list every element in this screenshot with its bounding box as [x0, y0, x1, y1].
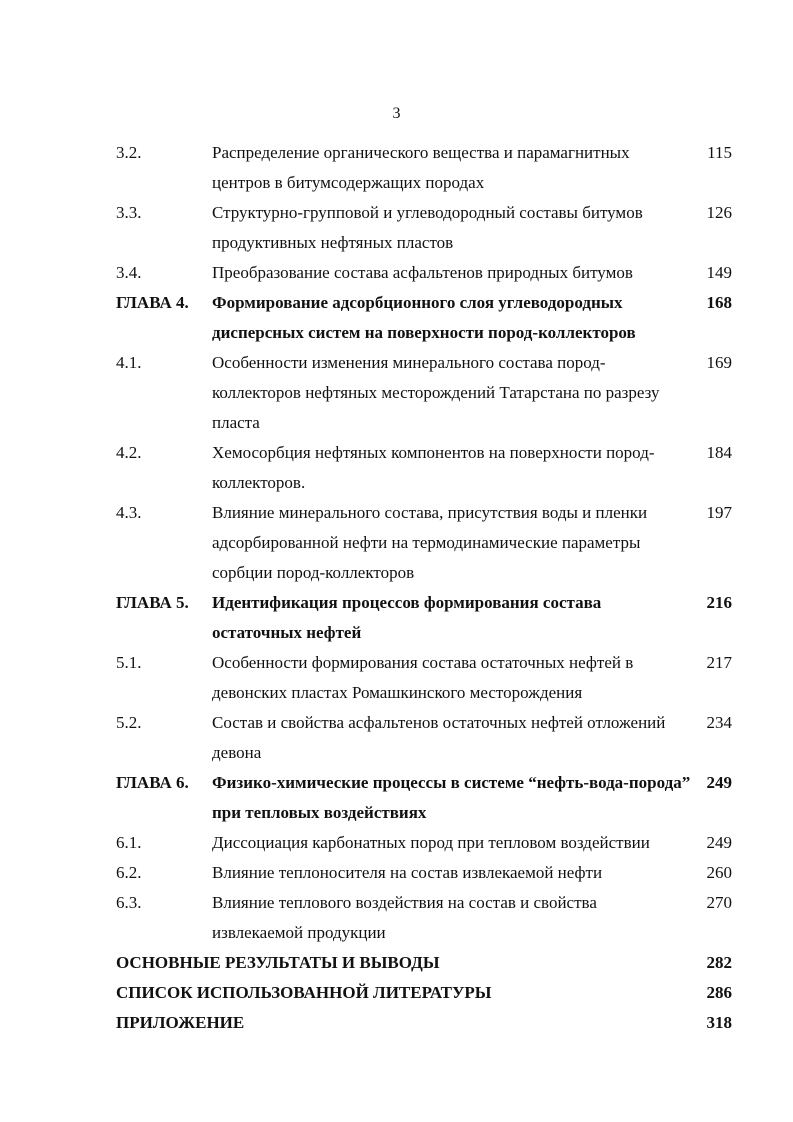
toc-entry-title: Состав и свойства асфальтенов остаточных нефтей отложений девона: [212, 713, 666, 762]
toc-entry: [0, 648, 793, 708]
toc-chapter-number: ГЛАВА 5.: [116, 593, 189, 612]
toc-entry: [0, 348, 793, 438]
toc-entry: [0, 888, 793, 948]
toc-section-title: СПИСОК ИСПОЛЬЗОВАННОЙ ЛИТЕРАТУРЫ: [116, 983, 492, 1002]
toc-entry-page: 184: [706, 443, 732, 462]
toc-entry-page: 249: [706, 833, 732, 852]
toc-section-entry: [0, 1008, 793, 1038]
toc-entry: [0, 498, 793, 588]
toc-entry-title: Структурно-групповой и углеводородный составы битумов продуктивных нефтяных пластов: [212, 203, 643, 252]
toc-entry-title: Влияние теплового воздействия на состав и свойства извлекаемой продукции: [212, 893, 597, 942]
toc-chapter-entry: [0, 288, 793, 348]
toc-entry-number: 3.4.: [116, 263, 142, 282]
toc-entry: [0, 438, 793, 498]
toc-chapter-page: 216: [706, 593, 732, 612]
toc-entry-page: 197: [706, 503, 732, 522]
toc-entry: [0, 198, 793, 258]
toc-entry-number: 6.3.: [116, 893, 142, 912]
toc-entry-page: 234: [706, 713, 732, 732]
toc-entry-title: Особенности изменения минерального состава пород-коллекторов нефтяных месторождений Татарстана по разрезу пласта: [212, 353, 660, 432]
toc-entry-number: 6.2.: [116, 863, 142, 882]
toc-section-page: 282: [706, 953, 732, 972]
toc-section-page: 286: [706, 983, 732, 1002]
toc-entry-title: Распределение органического вещества и парамагнитных центров в битумсодержащих породах: [212, 143, 630, 192]
toc-entry-page: 270: [706, 893, 732, 912]
toc-entry-number: 5.1.: [116, 653, 142, 672]
toc-entry: [0, 258, 793, 288]
toc-entry-number: 4.3.: [116, 503, 142, 522]
toc-chapter-page: 249: [706, 773, 732, 792]
toc-entry-title: Хемосорбция нефтяных компонентов на поверхности пород-коллекторов.: [212, 443, 655, 492]
toc-entry-page: 149: [706, 263, 732, 282]
toc-entry-title: Особенности формирования состава остаточных нефтей в девонских пластах Ромашкинского месторождения: [212, 653, 634, 702]
toc-entry-page: 217: [706, 653, 732, 672]
toc-chapter-title: Формирование адсорбционного слоя углеводородных дисперсных систем на поверхности пород-коллекторов: [212, 293, 636, 342]
toc-entry-number: 3.2.: [116, 143, 142, 162]
toc-entry-page: 169: [706, 353, 732, 372]
toc-chapter-page: 168: [706, 293, 732, 312]
toc-entry-title: Диссоциация карбонатных пород при тепловом воздействии: [212, 833, 650, 852]
toc-entry-number: 4.1.: [116, 353, 142, 372]
toc-entry-title: Влияние минерального состава, присутствия воды и пленки адсорбированной нефти на термодинамические параметры сорбции пород-коллекторов: [212, 503, 648, 582]
toc-entry-number: 3.3.: [116, 203, 142, 222]
toc-chapter-entry: [0, 768, 793, 828]
toc-section-entry: [0, 948, 793, 978]
toc-entry-page: 115: [707, 143, 732, 162]
toc-chapter-title: Физико-химические процессы в системе “нефть-вода-порода” при тепловых воздействиях: [212, 773, 691, 822]
toc-section-title: ОСНОВНЫЕ РЕЗУЛЬТАТЫ И ВЫВОДЫ: [116, 953, 440, 972]
table-of-contents: [0, 138, 793, 1038]
toc-entry: [0, 138, 793, 198]
toc-chapter-number: ГЛАВА 4.: [116, 293, 189, 312]
toc-entry-title: Преобразование состава асфальтенов природных битумов: [212, 263, 633, 282]
page-number: 3: [392, 105, 401, 122]
toc-entry-page: 126: [706, 203, 732, 222]
toc-chapter-number: ГЛАВА 6.: [116, 773, 189, 792]
toc-entry-number: 5.2.: [116, 713, 142, 732]
toc-entry-page: 260: [706, 863, 732, 882]
toc-entry: [0, 858, 793, 888]
toc-section-page: 318: [706, 1013, 732, 1032]
toc-entry: [0, 828, 793, 858]
toc-section-title: ПРИЛОЖЕНИЕ: [116, 1013, 245, 1032]
toc-chapter-title: Идентификация процессов формирования состава остаточных нефтей: [212, 593, 602, 642]
toc-entry-number: 6.1.: [116, 833, 142, 852]
toc-entry-number: 4.2.: [116, 443, 142, 462]
toc-entry: [0, 708, 793, 768]
toc-section-entry: [0, 978, 793, 1008]
toc-chapter-entry: [0, 588, 793, 648]
toc-entry-title: Влияние теплоносителя на состав извлекаемой нефти: [212, 863, 603, 882]
